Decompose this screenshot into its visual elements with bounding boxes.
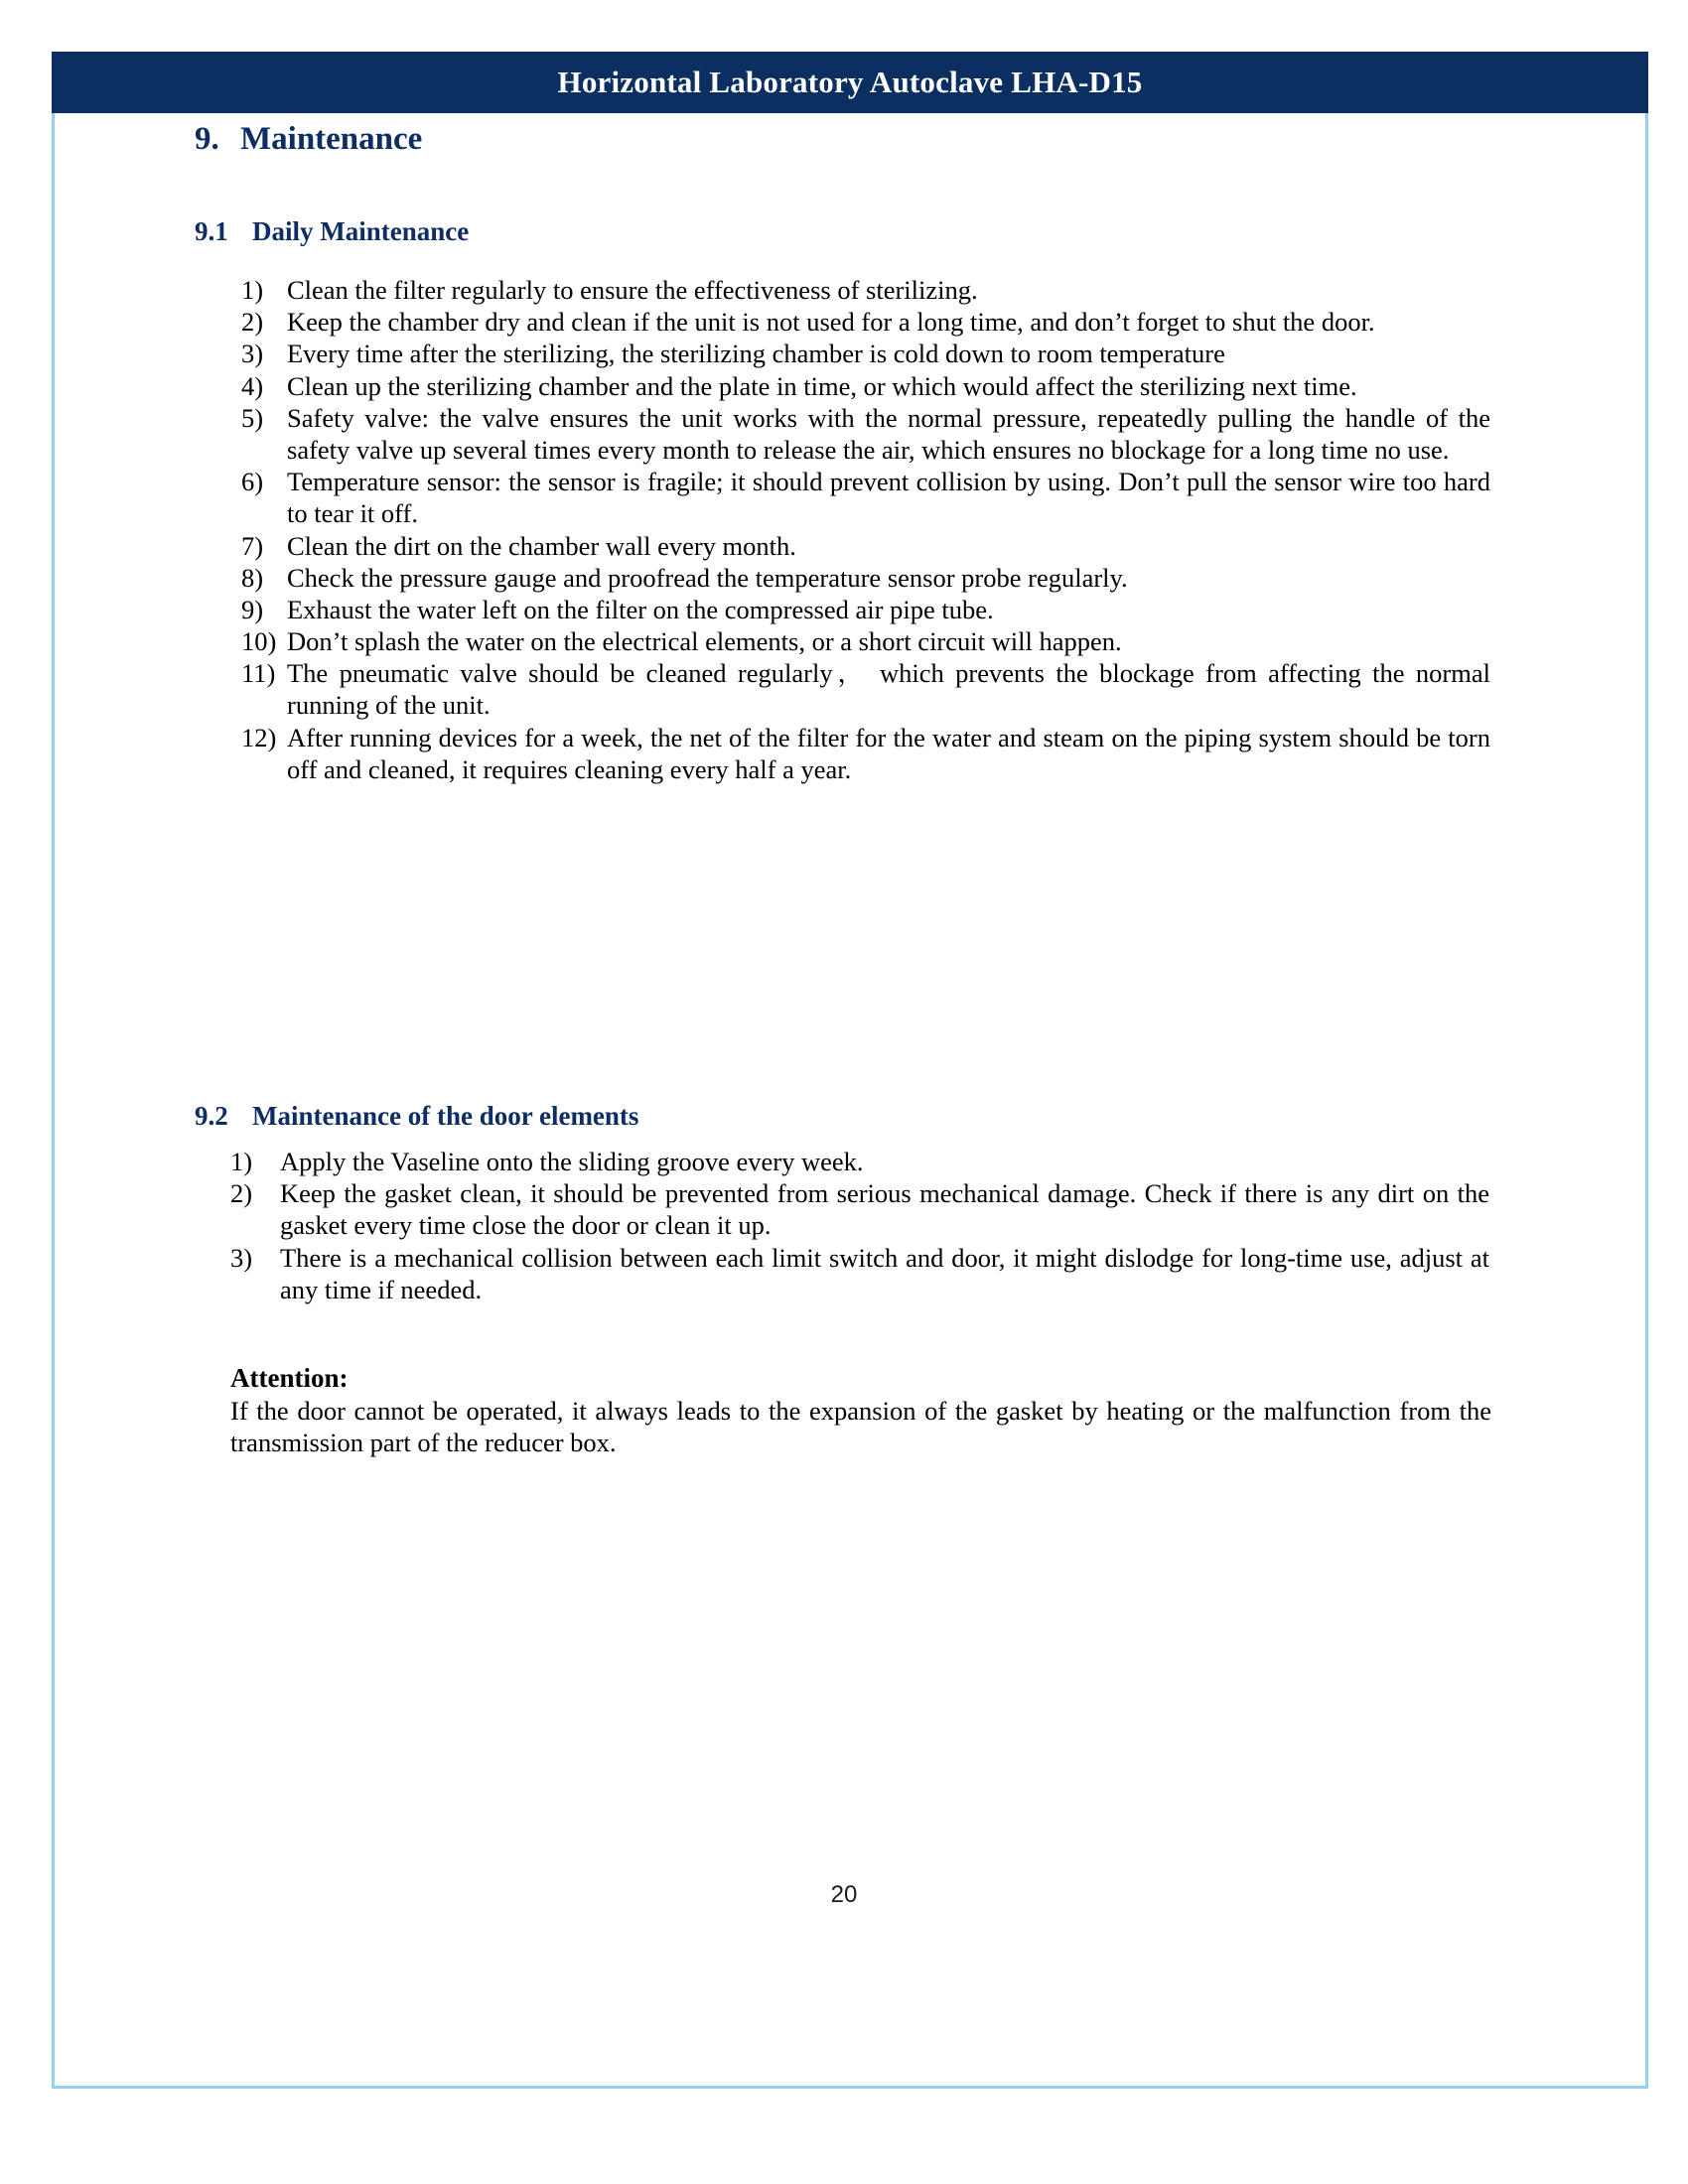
list-marker: 5)	[241, 402, 264, 433]
section-heading-9	[195, 121, 422, 158]
list-marker: 8)	[241, 562, 264, 593]
list-text: Keep the chamber dry and clean if the unit is not used for a long time, and don’t forget to shut the door.	[287, 307, 1375, 338]
subsection-heading-9-1	[195, 216, 469, 247]
list-item	[241, 722, 1490, 785]
subsection-title-9-2: Maintenance of the door elements	[252, 1101, 639, 1132]
list-text: Apply the Vaseline onto the sliding groove every week.	[280, 1147, 864, 1176]
list-text: Don’t splash the water on the electrical elements, or a short circuit will happen.	[287, 626, 1122, 657]
list-text: Clean the filter regularly to ensure the effectiveness of sterilizing.	[287, 275, 978, 305]
attention-text: If the door cannot be operated, it always leads to the expansion of the gasket by heating or the malfunction from the transmission part of the reducer box.	[230, 1395, 1491, 1457]
list-marker: 2)	[230, 1178, 253, 1209]
list-item	[241, 466, 1490, 529]
list-text: Safety valve: the valve ensures the unit works with the normal pressure, repeatedly pulling the handle of the safety valve up several times every month to release the air, which ensures no blockage for a long time no use.	[287, 402, 1490, 465]
list-text: Check the pressure gauge and proofread the temperature sensor probe regularly.	[287, 562, 1128, 593]
list-item	[241, 657, 1490, 721]
list-marker: 2)	[241, 307, 264, 338]
list-marker: 12)	[241, 722, 277, 752]
list-marker: 3)	[230, 1242, 253, 1273]
list-marker: 3)	[241, 339, 264, 369]
list-item	[230, 1242, 1489, 1305]
list-item	[241, 625, 1490, 657]
list-marker: 6)	[241, 467, 264, 497]
list-item	[241, 370, 1490, 402]
document-title: Horizontal Laboratory Autoclave LHA-D15	[557, 65, 1143, 99]
list-item	[241, 274, 1490, 306]
list-text: Clean up the sterilizing chamber and the plate in time, or which would affect the sterilizing next time.	[287, 370, 1357, 401]
list-item	[241, 402, 1490, 466]
list-marker: 10)	[241, 626, 277, 657]
list-item	[241, 306, 1490, 338]
subsection-number-9-1: 9.1	[195, 216, 228, 247]
list-marker: 11)	[241, 658, 276, 689]
page-number: 20	[830, 1881, 858, 1908]
list-item	[230, 1177, 1489, 1241]
list-marker: 1)	[230, 1147, 253, 1176]
list-text: Exhaust the water left on the filter on the compressed air pipe tube.	[287, 594, 994, 624]
list-text: There is a mechanical collision between each limit switch and door, it might dislodge for long-time use, adjust at any time if needed.	[280, 1242, 1489, 1304]
list-text: The pneumatic valve should be cleaned regularly， which prevents the blockage from affecting the normal running of the unit.	[287, 658, 1490, 721]
daily-maintenance-list	[241, 274, 1490, 785]
subsection-number-9-2: 9.2	[195, 1101, 228, 1132]
subsection-heading-9-2	[195, 1101, 638, 1132]
subsection-title-9-1: Daily Maintenance	[252, 216, 470, 247]
section-number: 9.	[195, 121, 219, 157]
door-elements-maintenance-list	[230, 1146, 1489, 1305]
attention-label: Attention:	[230, 1363, 349, 1393]
list-item	[241, 562, 1490, 594]
list-item	[241, 338, 1490, 369]
list-marker: 4)	[241, 370, 264, 401]
list-marker: 1)	[241, 275, 264, 305]
section-title: Maintenance	[240, 121, 423, 157]
attention-note	[230, 1362, 1491, 1458]
list-text: Every time after the sterilizing, the sterilizing chamber is cold down to room temperature	[287, 339, 1225, 369]
list-marker: 9)	[241, 594, 264, 624]
list-item	[230, 1146, 1489, 1177]
list-marker: 7)	[241, 530, 264, 561]
list-text: Clean the dirt on the chamber wall every month.	[287, 530, 796, 561]
list-text: After running devices for a week, the net of the filter for the water and steam on the piping system should be torn off and cleaned, it requires cleaning every half a year.	[287, 722, 1490, 784]
list-text: Temperature sensor: the sensor is fragile; it should prevent collision by using. Don’t pull the sensor wire too hard to tear it off.	[287, 467, 1490, 529]
page-header-banner	[52, 52, 1648, 113]
list-item	[241, 594, 1490, 625]
list-item	[241, 530, 1490, 562]
list-text: Keep the gasket clean, it should be prevented from serious mechanical damage. Check if there is any dirt on the gasket every time close the door or clean it up.	[280, 1178, 1489, 1241]
